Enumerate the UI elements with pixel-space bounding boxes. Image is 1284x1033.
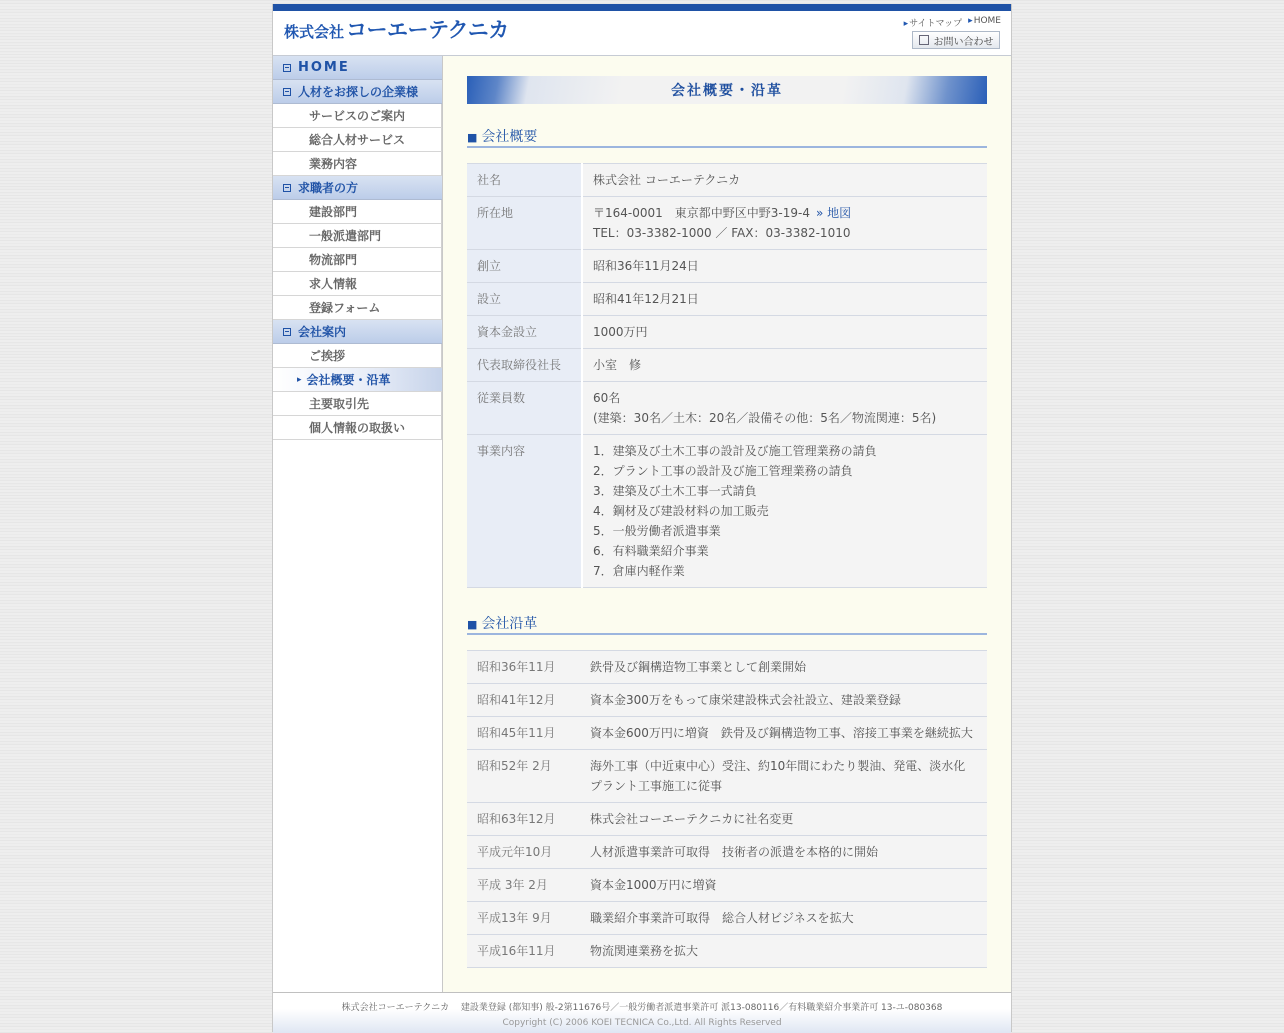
overview-value-line: [593, 203, 977, 223]
sidebar-item-label: 一般派遣部門: [309, 229, 382, 243]
history-text: 人材派遣事業許可取得 技術者の派遣を本格的に開始: [580, 836, 987, 869]
overview-value: [582, 250, 987, 283]
footer: [273, 992, 1011, 1033]
overview-value-text: 株式会社 コーエーテクニカ: [593, 173, 741, 187]
history-row: [467, 803, 987, 836]
history-date: 昭和45年11月: [467, 717, 580, 750]
overview-value-line: [593, 501, 977, 521]
sidebar-item-2[interactable]: [273, 104, 442, 128]
sidebar-item-label: 個人情報の取扱い: [309, 421, 406, 435]
overview-key: 設立: [467, 283, 582, 316]
history-row: [467, 869, 987, 902]
minus-box-icon: [283, 64, 291, 72]
overview-value-line: [593, 481, 977, 501]
overview-row: [467, 250, 987, 283]
logo-prefix: 株式会社: [284, 23, 345, 41]
overview-key: 従業員数: [467, 382, 582, 435]
overview-value-text: 60名: [593, 391, 621, 405]
overview-value-text: 7．倉庫内軽作業: [593, 564, 685, 578]
overview-value-text: 小室 修: [593, 358, 642, 372]
overview-value-text: 昭和41年12月21日: [593, 292, 699, 306]
contact-button[interactable]: [912, 31, 1000, 49]
sidebar-nav: [273, 56, 443, 992]
overview-value-line: [593, 170, 977, 190]
history-text: 資本金1000万円に増資: [580, 869, 987, 902]
sidebar-item-label: 物流部門: [309, 253, 358, 267]
overview-value-text: 5．一般労働者派遣事業: [593, 524, 721, 538]
history-text: 鉄骨及び鋼構造物工事業として創業開始: [580, 651, 987, 684]
sidebar-item-15[interactable]: [273, 416, 442, 440]
history-text: 資本金300万をもって康栄建設株式会社設立、建設業登録: [580, 684, 987, 717]
sidebar-item-3[interactable]: [273, 128, 442, 152]
history-row: [467, 935, 987, 968]
overview-value-text: (建築：30名／土木：20名／設備その他：5名／物流関連：5名): [593, 411, 937, 425]
overview-value-line: [593, 561, 977, 581]
overview-value-line: [593, 461, 977, 481]
overview-value-line: [593, 223, 977, 243]
sidebar-item-label: サービスのご案内: [309, 109, 406, 123]
overview-row: [467, 164, 987, 197]
sidebar-item-label: 人材をお探しの企業様: [298, 85, 419, 99]
history-date: 平成16年11月: [467, 935, 580, 968]
overview-value-text: 6．有料職業紹介事業: [593, 544, 709, 558]
sidebar-item-label: 業務内容: [309, 157, 358, 171]
overview-value-line: [593, 541, 977, 561]
top-accent-bar: [273, 4, 1011, 11]
overview-value-line: [593, 408, 977, 428]
history-row: [467, 750, 987, 803]
history-text: 物流関連業務を拡大: [580, 935, 987, 968]
overview-table: [467, 163, 987, 588]
sidebar-item-0[interactable]: [273, 56, 442, 80]
overview-value: [582, 164, 987, 197]
overview-value-line: [593, 256, 977, 276]
history-row: [467, 836, 987, 869]
sidebar-item-label: 会社案内: [298, 325, 347, 339]
map-link[interactable]: » 地図: [815, 206, 852, 220]
overview-value-line: [593, 289, 977, 309]
history-section-title: ■ 会社沿革: [467, 613, 987, 635]
sidebar-item-6[interactable]: [273, 200, 442, 224]
sidebar-item-label: 求職者の方: [298, 181, 359, 195]
overview-value-line: [593, 388, 977, 408]
overview-value-text: 昭和36年11月24日: [593, 259, 699, 273]
overview-row: [467, 435, 987, 588]
overview-value-text: 3．建築及び土木工事一式請負: [593, 484, 757, 498]
overview-value-text: 1．建築及び土木工事の設計及び施工管理業務の請負: [593, 444, 877, 458]
home-link[interactable]: ▸ HOME: [968, 16, 1001, 29]
overview-value-text: 4．鋼材及び建設材料の加工販売: [593, 504, 769, 518]
history-row: [467, 717, 987, 750]
sidebar-item-label: 主要取引先: [309, 397, 370, 411]
sidebar-item-5[interactable]: [273, 176, 442, 200]
history-row: [467, 651, 987, 684]
sidebar-item-label: 会社概要・沿革: [306, 373, 391, 387]
overview-section-title: ■ 会社概要: [467, 126, 987, 148]
sidebar-item-label: 建設部門: [309, 205, 358, 219]
overview-value-line: [593, 441, 977, 461]
minus-box-icon: [283, 328, 291, 336]
overview-value: [582, 283, 987, 316]
overview-value: [582, 197, 987, 250]
footer-registration: 株式会社コーエーテクニカ 建設業登録 (都知事) 般-2第11676号／一般労働者派遣事業許可 派13-080116／有料職業紹介事業許可 13-ユ-080368: [341, 1003, 943, 1013]
overview-value: [582, 435, 987, 588]
overview-key: 所在地: [467, 197, 582, 250]
overview-row: [467, 349, 987, 382]
history-date: 昭和52年 2月: [467, 750, 580, 803]
sidebar-item-9[interactable]: [273, 272, 442, 296]
history-date: 昭和41年12月: [467, 684, 580, 717]
sitemap-link[interactable]: ▸ サイトマップ: [904, 16, 963, 29]
overview-value-text: 1000万円: [593, 325, 648, 339]
overview-value-text: 〒164-0001 東京都中野区中野3-19-4: [593, 206, 810, 220]
overview-value-text: TEL：03-3382-1000 ／ FAX：03-3382-1010: [593, 226, 851, 240]
overview-key: 事業内容: [467, 435, 582, 588]
sidebar-item-12[interactable]: [273, 344, 442, 368]
company-logo[interactable]: [284, 18, 509, 42]
history-date: 平成元年10月: [467, 836, 580, 869]
history-date: 平成13年 9月: [467, 902, 580, 935]
overview-row: [467, 382, 987, 435]
arrow-box-icon: [919, 35, 929, 45]
history-text: 海外工事（中近東中心）受注、約10年間にわたり製油、発電、淡水化プラント工事施工に従事: [580, 750, 987, 803]
sidebar-item-label: 総合人材サービス: [309, 133, 406, 147]
history-row: [467, 902, 987, 935]
overview-row: [467, 283, 987, 316]
overview-value-line: [593, 521, 977, 541]
header-links: [904, 16, 1001, 29]
history-date: 昭和36年11月: [467, 651, 580, 684]
minus-box-icon: [283, 88, 291, 96]
footer-copyright: Copyright (C) 2006 KOEI TECNICA Co.,Ltd. All Rights Reserved: [502, 1018, 782, 1028]
minus-box-icon: [283, 184, 291, 192]
overview-value: [582, 382, 987, 435]
logo-name: コーエーテクニカ: [346, 18, 509, 42]
page-title-banner: 会社概要・沿革: [467, 76, 987, 104]
history-row: [467, 684, 987, 717]
overview-value-line: [593, 322, 977, 342]
sidebar-item-11[interactable]: [273, 320, 442, 344]
history-text: 株式会社コーエーテクニカに社名変更: [580, 803, 987, 836]
contact-button-label: お問い合わせ: [933, 36, 994, 48]
history-date: 平成 3年 2月: [467, 869, 580, 902]
overview-row: [467, 316, 987, 349]
overview-key: 代表取締役社長: [467, 349, 582, 382]
overview-value: [582, 316, 987, 349]
history-date: 昭和63年12月: [467, 803, 580, 836]
overview-value: [582, 349, 987, 382]
history-text: 資本金600万円に増資 鉄骨及び鋼構造物工事、溶接工事業を継続拡大: [580, 717, 987, 750]
sidebar-item-14[interactable]: [273, 392, 442, 416]
active-arrow-icon: ▸: [297, 374, 302, 385]
sidebar-item-8[interactable]: [273, 248, 442, 272]
overview-key: 社名: [467, 164, 582, 197]
overview-value-text: 2．プラント工事の設計及び施工管理業務の請負: [593, 464, 853, 478]
sidebar-item-4[interactable]: [273, 152, 442, 176]
sidebar-item-7[interactable]: [273, 224, 442, 248]
main-content: [443, 56, 1011, 992]
sidebar-item-10[interactable]: [273, 296, 442, 320]
sidebar-item-label: HOME: [298, 60, 350, 75]
overview-row: [467, 197, 987, 250]
page-wrapper: [272, 4, 1012, 1032]
overview-key: 創立: [467, 250, 582, 283]
overview-value-line: [593, 355, 977, 375]
overview-key: 資本金設立: [467, 316, 582, 349]
sidebar-item-1[interactable]: [273, 80, 442, 104]
sidebar-item-13[interactable]: [273, 368, 442, 392]
sidebar-item-label: 登録フォーム: [309, 301, 381, 315]
sidebar-item-label: 求人情報: [309, 277, 358, 291]
history-text: 職業紹介事業許可取得 総合人材ビジネスを拡大: [580, 902, 987, 935]
history-table: [467, 650, 987, 968]
sidebar-item-label: ご挨拶: [309, 349, 346, 363]
